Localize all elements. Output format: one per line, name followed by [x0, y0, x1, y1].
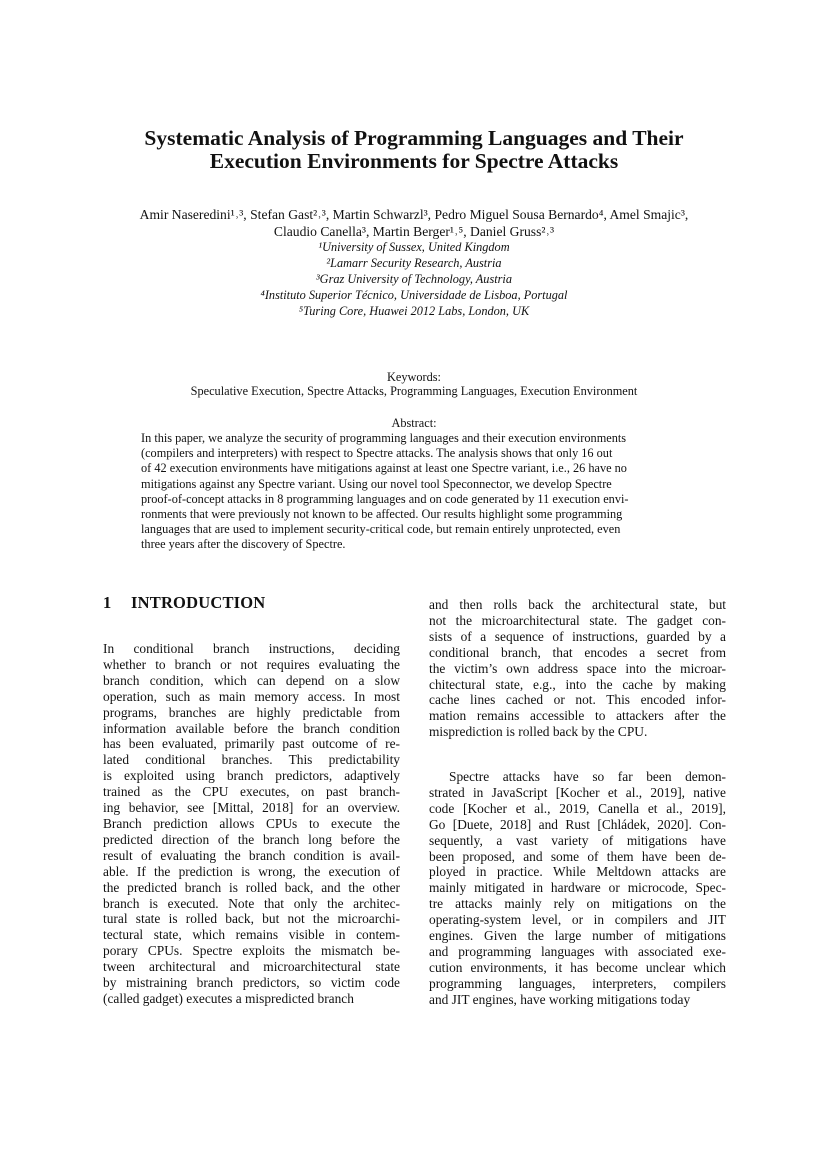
abstract-line: three years after the discovery of Spectre.: [141, 537, 346, 552]
text-line: been proposed, and some of them have been de-: [429, 848, 726, 864]
section-heading: [103, 593, 265, 613]
abstract-line: ronments that were previously not known to be affected. Our results highlight some programming: [141, 507, 623, 522]
text-line: trained as the CPU executes, on past branch-: [103, 784, 400, 800]
text-line: and programming languages with associated exe-: [429, 943, 726, 959]
affiliation: ²Lamarr Security Research, Austria: [326, 256, 502, 270]
text-line: sists of a sequence of instructions, guarded by a: [429, 628, 726, 644]
text-line: code [Kocher et al., 2019, Canella et al., 2019],: [429, 800, 726, 816]
text-line: the predicted branch is rolled back, and the other: [103, 879, 400, 895]
affiliation: ³Graz University of Technology, Austria: [316, 272, 512, 286]
text-line: Branch prediction allows CPUs to execute the: [103, 815, 400, 831]
abstract-line: of 42 execution environments have mitigations against at least one Spectre variant, i.e., 26 have no: [141, 461, 627, 476]
abstract-line: mitigations against any Spectre variant. Using our novel tool Speconnector, we develop Spectre: [141, 476, 612, 491]
text-line: strated in JavaScript [Kocher et al., 2019], native: [429, 784, 726, 800]
text-line: chitectural state, e.g., into the cache by making: [429, 676, 726, 692]
text-line: mation remains accessible to attackers after the: [429, 708, 726, 724]
abstract-line: proof-of-concept attacks in 8 programming languages and on code generated by 11 execution envi-: [141, 491, 629, 506]
abstract-line: (compilers and interpreters) with respect to Spectre attacks. The analysis shows that only 16 out: [141, 446, 613, 461]
abstract-line: languages that are used to implement security-critical code, but remain entirely unprotected, even: [141, 522, 621, 537]
text-line: (called gadget) executes a mispredicted branch: [103, 990, 354, 1006]
text-line: able. If the prediction is wrong, the execution of: [103, 863, 400, 879]
section-title: INTRODUCTION: [131, 593, 266, 612]
text-line: and then rolls back the architectural state, but: [429, 597, 726, 612]
text-line: has been evaluated, primarily past outcome of re-: [103, 736, 400, 752]
text-line: misprediction is rolled back by the CPU.: [429, 724, 648, 740]
text-line: by mistraining branch predictors, so victim code: [103, 975, 400, 991]
author-list: [40, 207, 788, 240]
text-line: cache lines cached or not. This encoded infor-: [429, 692, 726, 708]
text-line: Spectre attacks have so far been demon-: [449, 769, 726, 784]
text-line: operation, such as main memory access. In most: [103, 688, 400, 704]
affiliation: ⁵Turing Core, Huawei 2012 Labs, London, UK: [298, 304, 530, 318]
text-line: information available before the branch condition: [103, 720, 400, 736]
text-line: and JIT engines, have working mitigations today: [429, 991, 691, 1007]
text-line: tre attacks mainly rely on mitigations on the: [429, 896, 726, 912]
text-line: mainly mitigated in hardware or microcode, Spec-: [429, 880, 726, 896]
abstract-line: In this paper, we analyze the security of programming languages and their execution environments: [141, 431, 627, 445]
text-line: programs, branches are highly predictable from: [103, 704, 400, 720]
text-line: Go [Duete, 2018] and Rust [Chládek, 2020]. Con-: [429, 816, 726, 832]
abstract-heading: Abstract:: [391, 416, 437, 430]
text-line: In conditional branch instructions, deciding: [103, 641, 400, 656]
text-line: tween architectural and microarchitectural state: [103, 959, 400, 975]
text-line: ing behavior, see [Mittal, 2018] for an overview.: [103, 800, 400, 816]
text-line: not the microarchitectural state. The gadget con-: [429, 612, 726, 628]
text-line: branch condition, which can depend on a slow: [103, 672, 400, 688]
keywords-heading: Keywords:: [387, 370, 441, 384]
text-line: engines. Given the large number of mitigations: [429, 928, 726, 944]
text-line: operating-system level, or in compilers and JIT: [429, 912, 726, 928]
abstract-body: [141, 431, 688, 553]
title-line: Systematic Analysis of Programming Languages and Their: [144, 126, 684, 150]
affiliation: ⁴Instituto Superior Técnico, Universidade de Lisboa, Portugal: [260, 288, 568, 302]
text-line: sequently, a vast variety of mitigations have: [429, 832, 726, 848]
title-line: Execution Environments for Spectre Attacks: [209, 149, 619, 173]
text-line: cution environments, it has become unclear which: [429, 959, 726, 975]
text-line: porary CPUs. Spectre exploits the mismatch be-: [103, 943, 400, 959]
text-line: lated conditional branches. This predictability: [103, 752, 400, 768]
section-number: 1: [103, 593, 112, 612]
text-line: predicted direction of the branch long before the: [103, 831, 400, 847]
text-line: ployed in practice. While Meltdown attacks are: [429, 864, 726, 880]
left-column-text: [103, 641, 400, 1007]
right-column-paragraph-1: [429, 597, 726, 740]
text-line: is exploited using branch predictors, adaptively: [103, 768, 400, 784]
right-column-paragraph-2: [429, 769, 726, 1008]
affiliation-list: [60, 239, 768, 319]
text-line: tectural state, which remains visible in contem-: [103, 927, 400, 943]
text-line: result of evaluating the branch condition is avail-: [103, 847, 400, 863]
paper-title: [60, 127, 768, 173]
text-line: tural state is rolled back, but not the microarchi-: [103, 911, 400, 927]
text-line: whether to branch or not requires evaluating the: [103, 656, 400, 672]
keywords-text: Speculative Execution, Spectre Attacks, Programming Languages, Execution Environment: [190, 384, 638, 398]
author-line: Amir Naseredini¹˒³, Stefan Gast²˒³, Martin Schwarzl³, Pedro Miguel Sousa Bernardo⁴, Amel Smajic³,: [139, 207, 689, 222]
affiliation: ¹University of Sussex, United Kingdom: [318, 240, 510, 254]
text-line: conditional branch, that encodes a secret from: [429, 644, 726, 660]
author-line: Claudio Canella³, Martin Berger¹˒⁵, Daniel Gruss²˒³: [273, 223, 555, 239]
text-line: the victim’s own address space into the microar-: [429, 660, 726, 676]
text-line: branch is executed. Note that only the architec-: [103, 895, 400, 911]
text-line: programming languages, interpreters, compilers: [429, 975, 726, 991]
